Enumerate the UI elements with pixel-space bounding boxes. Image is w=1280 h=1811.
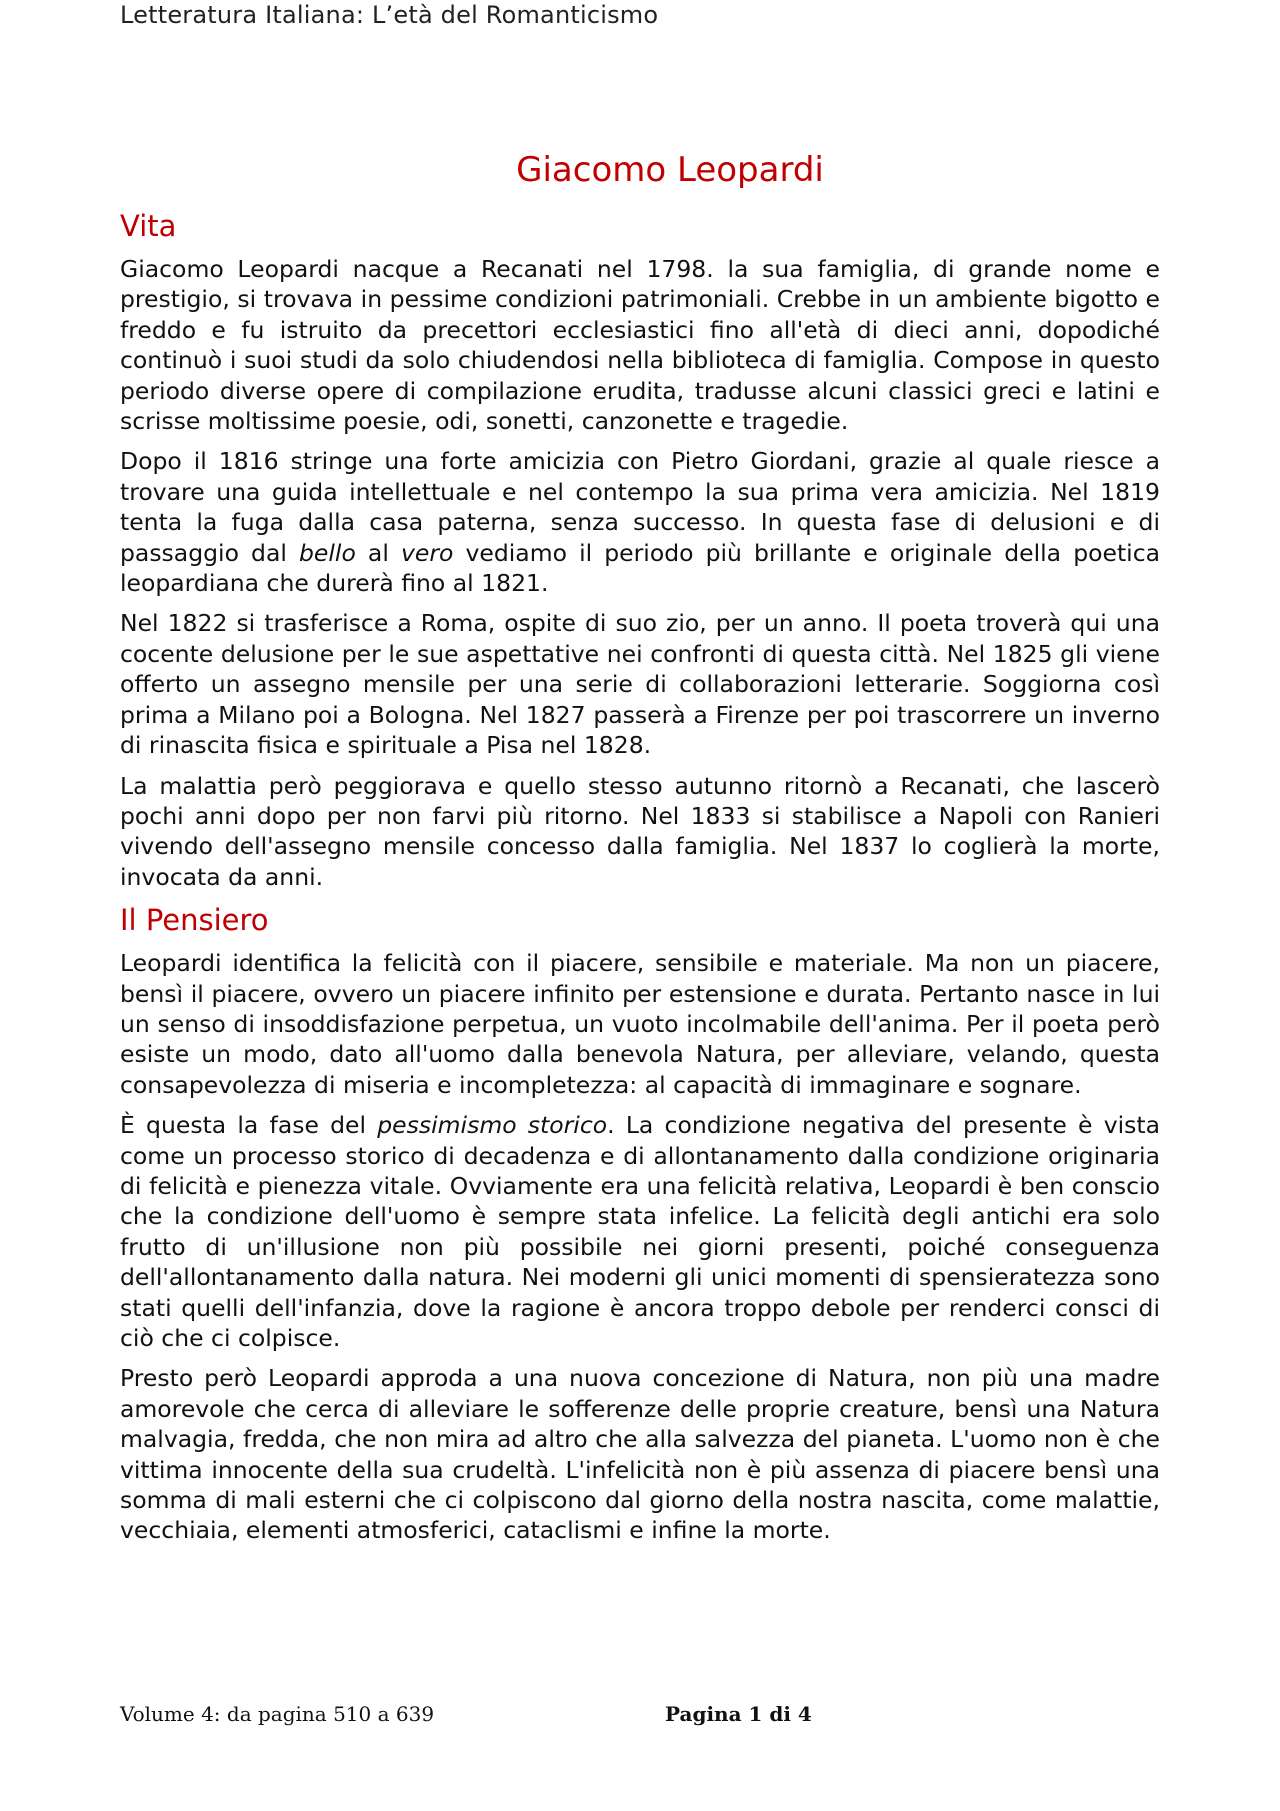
paragraph xyxy=(120,771,1160,893)
text-run-italic: bello xyxy=(299,538,356,567)
text-run: vediamo il periodo più brillante e originale della poetica leopardiana che durerà fino al 1821. xyxy=(120,538,1161,598)
paragraph xyxy=(120,948,1160,1100)
paragraph xyxy=(120,446,1160,598)
section-vita xyxy=(120,208,1160,892)
section-pensiero xyxy=(120,902,1160,1546)
text-run: Giacomo Leopardi nacque a Recanati nel 1798. la sua famiglia, di grande nome e prestigio, si trovava in pessime condizioni patrimoniali. Crebbe in un ambiente bigotto e freddo e fu istruito da precettori ecclesiastici fino all'età di dieci anni, dopodiché continuò i suoi studi da solo chiudendosi nella biblioteca di famiglia. Compose in questo periodo diverse opere di compilazione erudita, tradusse alcuni classici greci e latini e scrisse moltissime poesie, odi, sonetti, canzonette e tragedie. xyxy=(120,255,1160,436)
footer-volume: Volume 4: da pagina 510 a 639 xyxy=(120,1702,435,1726)
text-run: Nel 1822 si trasferisce a Roma, ospite di suo zio, per un anno. Il poeta troverà qui una cocente delusione per le sue aspettative nei confronti di questa città. Nel 1825 gli viene offerto un assegno mensile per una serie di collaborazioni letterarie. Soggiorna così prima a Milano poi a Bologna. Nel 1827 passerà a Firenze per poi trascorrere un inverno di rinascita fisica e spirituale a Pisa nel 1828. xyxy=(120,609,1160,760)
paragraph xyxy=(120,254,1160,436)
text-run: Dopo il 1816 stringe una forte amicizia con Pietro Giordani, grazie al quale riesce a trovare una guida intellettuale e nel contempo la sua prima vera amicizia. Nel 1819 tenta la fuga dalla casa paterna, senza successo. In questa fase di delusioni e di passaggio dal xyxy=(120,447,1160,567)
text-run: al xyxy=(355,538,401,567)
text-run: La malattia però peggiorava e quello stesso autunno ritornò a Recanati, che lascerò pochi anni dopo per non farvi più ritorno. Nel 1833 si stabilisce a Napoli con Ranieri vivendo dell'assegno mensile concesso dalla famiglia. Nel 1837 lo coglierà la morte, invocata da anni. xyxy=(120,771,1160,891)
section-heading-pensiero: Il Pensiero xyxy=(120,903,269,938)
footer-page-number: Pagina 1 di 4 xyxy=(665,1702,812,1726)
running-header: Letteratura Italiana: L’età del Romanticismo xyxy=(120,1,659,29)
text-run: . La condizione negativa del presente è vista come un processo storico di decadenza e di allontanamento dalla condizione originaria di felicità e pienezza vitale. Ovviamente era una felicità relativa, Leopardi è ben conscio che la condizione dell'uomo è sempre stata infelice. La felicità degli antichi era solo frutto di un'illusione non più possibile nei giorni presenti, poiché conseguenza dell'allontanamento dalla natura. Nei moderni gli unici momenti di spensieratezza sono stati quelli dell'infanzia, dove la ragione è ancora troppo debole per renderci consci di ciò che ci colpisce. xyxy=(120,1111,1160,1352)
text-run: Presto però Leopardi approda a una nuova concezione di Natura, non più una madre amorevole che cerca di alleviare le sofferenze delle proprie creature, bensì una Natura malvagia, fredda, che non mira ad altro che alla salvezza del pianeta. L'uomo non è che vittima innocente della sua crudeltà. L'infelicità non è più assenza di piacere bensì una somma di mali esterni che ci colpiscono dal giorno della nostra nascita, come malattie, vecchiaia, elementi atmosferici, cataclismi e infine la morte. xyxy=(120,1364,1160,1545)
paragraph xyxy=(120,608,1160,760)
document-body xyxy=(120,148,1160,1556)
text-run-italic: vero xyxy=(400,538,454,567)
paragraph xyxy=(120,1363,1160,1545)
text-run: È questa la fase del xyxy=(120,1111,378,1140)
text-run: Leopardi identifica la felicità con il piacere, sensibile e materiale. Ma non un piacere, bensì il piacere, ovvero un piacere infinito per estensione e durata. Pertanto nasce in lui un senso di insoddisfazione perpetua, un vuoto incolmabile dell'anima. Per il poeta però esiste un modo, dato all'uomo dalla benevola Natura, per alleviare, velando, questa consapevolezza di miseria e incompletezza: al capacità di immaginare e sognare. xyxy=(120,949,1160,1099)
section-heading-vita: Vita xyxy=(120,209,177,243)
text-run-italic: pessimismo storico xyxy=(377,1111,608,1140)
page-title: Giacomo Leopardi xyxy=(516,150,824,190)
page-footer xyxy=(120,1700,1160,1730)
paragraph xyxy=(120,1110,1160,1353)
